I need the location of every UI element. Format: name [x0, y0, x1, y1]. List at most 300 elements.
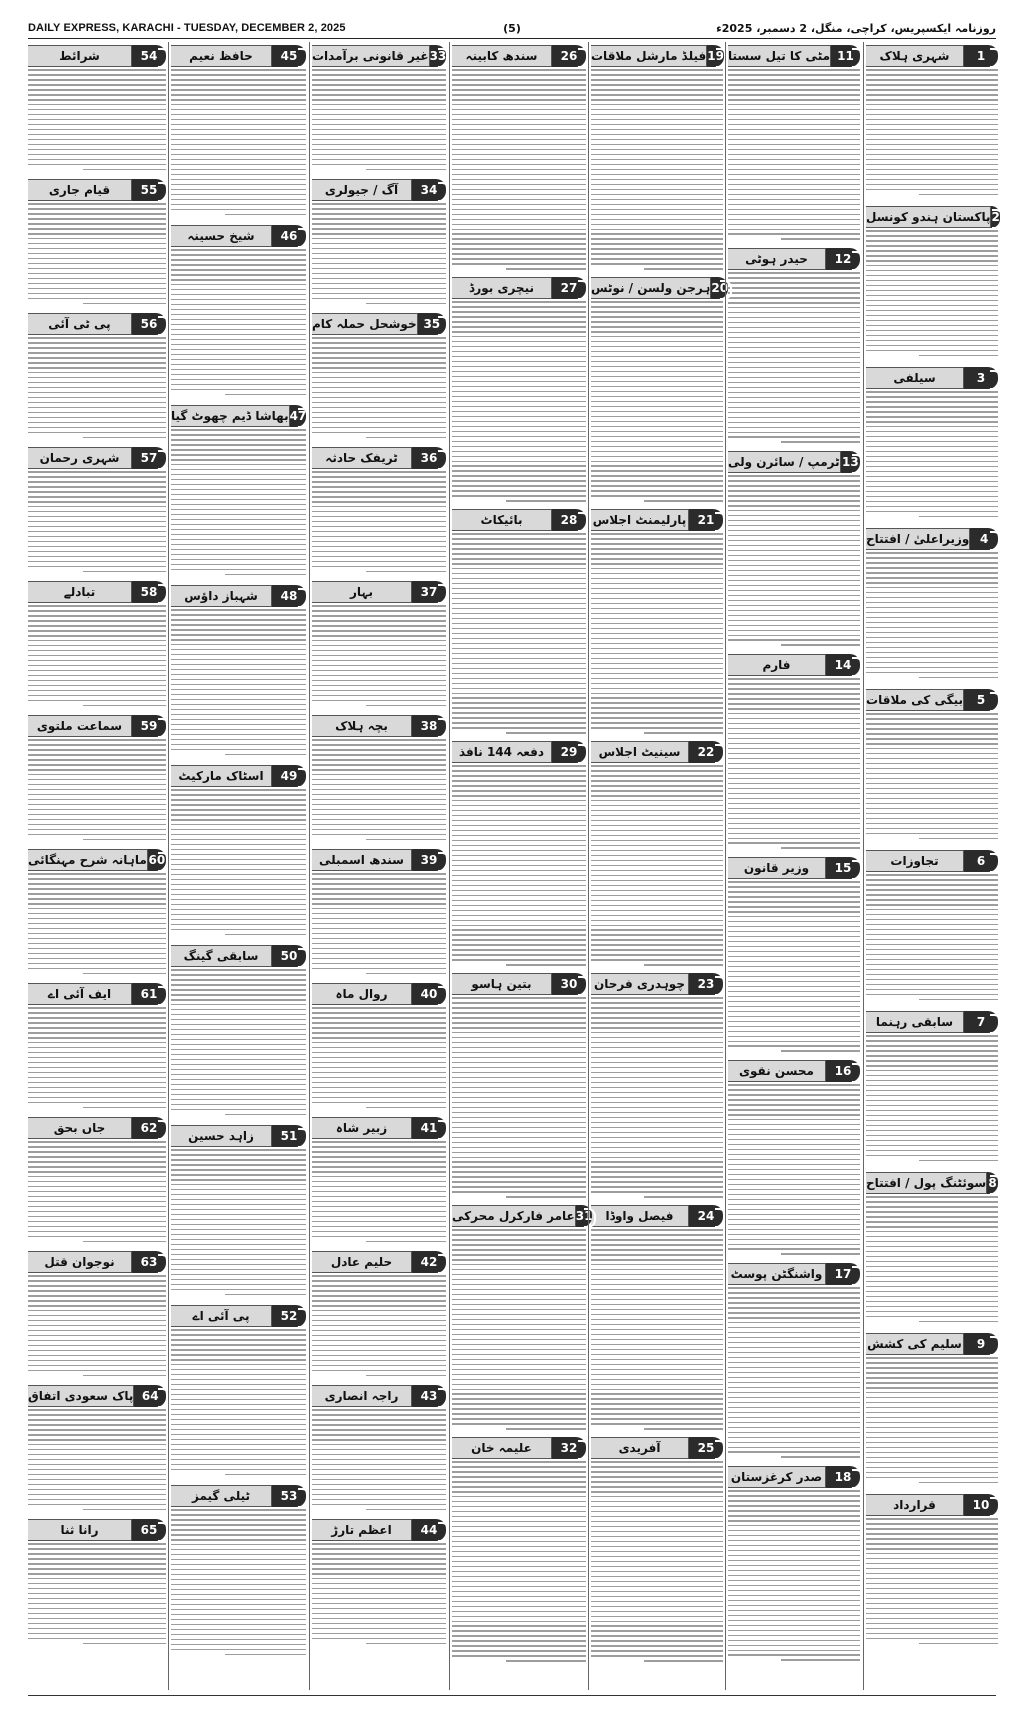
- text-line: [591, 94, 723, 96]
- text-line: [728, 1026, 860, 1028]
- text-line: [452, 1186, 586, 1188]
- text-line: [728, 941, 860, 943]
- text-line: [866, 496, 998, 498]
- text-line: [728, 1640, 860, 1642]
- text-line: [866, 667, 998, 669]
- text-line: [312, 1052, 446, 1054]
- text-line: [591, 139, 723, 141]
- text-line: [28, 1072, 166, 1074]
- headline-number: 21: [697, 513, 715, 527]
- news-item: [312, 313, 446, 444]
- text-line: [866, 506, 998, 508]
- text-line: [866, 94, 998, 96]
- text-line: [28, 1181, 166, 1183]
- text-line: [452, 209, 586, 211]
- text-line: [171, 464, 306, 466]
- text-line: [866, 270, 998, 272]
- text-line: [28, 1414, 166, 1416]
- news-headline: [171, 1125, 306, 1147]
- text-line: [728, 104, 860, 106]
- text-line: [866, 189, 998, 191]
- news-item: [591, 509, 723, 738]
- text-line: [28, 1042, 166, 1044]
- text-line: [591, 722, 723, 724]
- text-line: [866, 1241, 998, 1243]
- text-line: [28, 1439, 166, 1441]
- text-line: [452, 1067, 586, 1069]
- text-line: [225, 754, 306, 756]
- text-line: [728, 189, 860, 191]
- text-line: [171, 1279, 306, 1281]
- text-line: [728, 1312, 860, 1314]
- text-line: [591, 1102, 723, 1104]
- text-line: [28, 928, 166, 930]
- text-line: [171, 384, 306, 386]
- text-line: [866, 763, 998, 765]
- headline-title: فیصل واوڈا: [591, 1205, 689, 1227]
- news-item: [171, 45, 306, 222]
- text-line: [591, 1002, 723, 1004]
- text-line: [591, 1334, 723, 1336]
- text-line: [312, 496, 446, 498]
- text-line: [171, 514, 306, 516]
- text-line: [591, 1571, 723, 1573]
- text-line: [452, 905, 586, 907]
- text-line: [28, 809, 166, 811]
- headline-title: قرارداد: [866, 1494, 964, 1516]
- text-line: [591, 653, 723, 655]
- news-headline: [312, 1519, 446, 1541]
- text-line: [866, 245, 998, 247]
- news-item: [866, 1494, 998, 1652]
- text-line: [171, 1439, 306, 1441]
- text-line: [171, 289, 306, 291]
- text-line: [312, 1022, 446, 1024]
- text-line: [866, 169, 998, 171]
- text-line: [83, 169, 166, 171]
- text-line: [28, 1419, 166, 1421]
- text-line: [171, 1074, 306, 1076]
- text-line: [312, 1593, 446, 1595]
- text-line: [866, 833, 998, 835]
- text-line: [452, 1181, 586, 1183]
- text-line: [728, 510, 860, 512]
- text-line: [171, 324, 306, 326]
- text-line: [866, 1296, 998, 1298]
- news-item: [312, 179, 446, 310]
- text-line: [591, 875, 723, 877]
- text-line: [866, 491, 998, 493]
- text-line: [452, 1403, 586, 1405]
- text-line: [728, 936, 860, 938]
- text-line: [728, 818, 860, 820]
- headline-title: بہار: [312, 581, 412, 603]
- news-headline: [312, 447, 446, 469]
- text-line: [591, 795, 723, 797]
- text-line: [866, 335, 998, 337]
- text-line: [591, 1249, 723, 1251]
- text-line: [28, 1141, 166, 1143]
- text-line: [452, 1481, 586, 1483]
- text-line: [591, 336, 723, 338]
- text-line: [171, 859, 306, 861]
- text-line: [866, 305, 998, 307]
- text-line: [28, 1017, 166, 1019]
- text-line: [591, 263, 723, 265]
- text-line: [452, 485, 586, 487]
- text-line: [591, 1640, 723, 1642]
- headline-title: بچہ ہلاک: [312, 715, 412, 737]
- text-line: [171, 704, 306, 706]
- text-line: [312, 1320, 446, 1322]
- text-line: [866, 1553, 998, 1555]
- text-line: [452, 84, 586, 86]
- news-item: [171, 765, 306, 942]
- text-line: [28, 263, 166, 265]
- text-line: [452, 1264, 586, 1266]
- headline-number-badge: [132, 447, 166, 469]
- text-line: [312, 908, 446, 910]
- text-line: [591, 1087, 723, 1089]
- headline-title: پاکستان ہندو کونسل: [866, 206, 991, 228]
- text-line: [452, 1591, 586, 1593]
- article-text-block: [728, 475, 860, 651]
- text-line: [506, 732, 586, 734]
- text-line: [452, 673, 586, 675]
- text-line: [728, 169, 860, 171]
- news-item: [312, 849, 446, 980]
- text-line: [728, 886, 860, 888]
- text-line: [171, 1064, 306, 1066]
- text-line: [28, 1484, 166, 1486]
- text-line: [591, 790, 723, 792]
- text-line: [644, 964, 723, 966]
- text-line: [171, 1209, 306, 1211]
- text-line: [452, 707, 586, 709]
- text-line: [866, 441, 998, 443]
- text-line: [591, 169, 723, 171]
- text-line: [866, 823, 998, 825]
- headline-title: بائیکاٹ: [452, 509, 552, 531]
- headline-number-badge: [552, 45, 586, 67]
- text-line: [312, 521, 446, 523]
- text-line: [728, 911, 860, 913]
- text-line: [452, 1526, 586, 1528]
- text-line: [591, 613, 723, 615]
- text-line: [452, 1102, 586, 1104]
- text-line: [866, 657, 998, 659]
- text-line: [591, 1546, 723, 1548]
- text-line: [866, 783, 998, 785]
- text-line: [171, 304, 306, 306]
- text-line: [28, 1459, 166, 1461]
- headline-number-badge: [826, 1263, 860, 1285]
- text-line: [28, 769, 166, 771]
- text-line: [28, 749, 166, 751]
- text-line: [591, 84, 723, 86]
- text-line: [452, 233, 586, 235]
- text-line: [312, 104, 446, 106]
- text-line: [866, 914, 998, 916]
- text-line: [452, 154, 586, 156]
- text-line: [171, 354, 306, 356]
- text-line: [28, 883, 166, 885]
- text-line: [591, 915, 723, 917]
- text-line: [366, 705, 446, 707]
- text-line: [728, 615, 860, 617]
- text-line: [452, 1531, 586, 1533]
- text-line: [452, 164, 586, 166]
- news-headline: [312, 581, 446, 603]
- text-line: [171, 864, 306, 866]
- text-line: [591, 707, 723, 709]
- text-line: [728, 74, 860, 76]
- text-line: [728, 1209, 860, 1211]
- news-item: [171, 1305, 306, 1482]
- text-line: [728, 332, 860, 334]
- text-line: [591, 934, 723, 936]
- text-line: [452, 1471, 586, 1473]
- text-line: [171, 434, 306, 436]
- text-line: [866, 426, 998, 428]
- text-line: [452, 533, 586, 535]
- text-line: [728, 1645, 860, 1647]
- article-text-block: [591, 1461, 723, 1666]
- article-text-block: [28, 1007, 166, 1114]
- text-line: [866, 773, 998, 775]
- text-line: [452, 74, 586, 76]
- headline-number: 24: [697, 1209, 715, 1223]
- text-line: [728, 1515, 860, 1517]
- text-line: [28, 1494, 166, 1496]
- text-line: [728, 129, 860, 131]
- text-line: [171, 1329, 306, 1331]
- article-text-block: [452, 1461, 586, 1666]
- news-headline: [171, 1485, 306, 1507]
- article-text-block: [591, 301, 723, 506]
- text-line: [28, 546, 166, 548]
- text-line: [225, 574, 306, 576]
- text-line: [452, 114, 586, 116]
- text-line: [919, 516, 998, 518]
- text-line: [728, 322, 860, 324]
- text-line: [452, 1112, 586, 1114]
- text-line: [728, 698, 860, 700]
- text-line: [28, 253, 166, 255]
- article-text-block: [591, 69, 723, 274]
- text-line: [591, 436, 723, 438]
- text-line: [28, 625, 166, 627]
- text-line: [866, 1578, 998, 1580]
- text-line: [171, 1449, 306, 1451]
- text-line: [591, 134, 723, 136]
- text-line: [171, 1259, 306, 1261]
- text-line: [728, 525, 860, 527]
- text-line: [728, 164, 860, 166]
- text-line: [591, 301, 723, 303]
- text-line: [312, 506, 446, 508]
- headline-number: 41: [420, 1121, 438, 1135]
- text-line: [866, 828, 998, 830]
- news-item: [171, 1125, 306, 1302]
- text-line: [312, 566, 446, 568]
- headline-title: پارلیمنٹ اجلاس: [591, 509, 689, 531]
- text-line: [171, 1554, 306, 1556]
- text-line: [312, 774, 446, 776]
- news-item: [312, 983, 446, 1114]
- text-line: [171, 104, 306, 106]
- text-line: [28, 1186, 166, 1188]
- text-line: [728, 357, 860, 359]
- headline-title: ماہانہ شرح مہنگائی: [28, 849, 148, 871]
- text-line: [866, 612, 998, 614]
- headline-number: 32: [560, 1441, 578, 1455]
- article-text-block: [728, 881, 860, 1057]
- text-line: [591, 1466, 723, 1468]
- text-line: [866, 1367, 998, 1369]
- text-line: [312, 1042, 446, 1044]
- text-line: [28, 1370, 166, 1372]
- headline-number: 20: [711, 281, 729, 295]
- news-item: [28, 715, 166, 846]
- text-line: [171, 99, 306, 101]
- text-line: [591, 316, 723, 318]
- text-line: [866, 471, 998, 473]
- text-line: [452, 263, 586, 265]
- text-line: [28, 268, 166, 270]
- text-line: [171, 1649, 306, 1651]
- news-column-3: [591, 42, 729, 1690]
- text-line: [171, 924, 306, 926]
- article-text-block: [866, 69, 998, 203]
- news-headline: [591, 741, 723, 763]
- text-line: [866, 1120, 998, 1122]
- text-line: [591, 1655, 723, 1657]
- text-line: [591, 1314, 723, 1316]
- text-line: [28, 1206, 166, 1208]
- text-line: [28, 1166, 166, 1168]
- text-line: [591, 74, 723, 76]
- text-line: [312, 541, 446, 543]
- text-line: [171, 444, 306, 446]
- text-line: [312, 744, 446, 746]
- text-line: [312, 402, 446, 404]
- text-line: [591, 258, 723, 260]
- headline-number-badge: [831, 45, 860, 67]
- text-line: [728, 1031, 860, 1033]
- text-line: [591, 431, 723, 433]
- badge-arc-icon: [990, 1175, 1002, 1195]
- text-line: [28, 1628, 166, 1630]
- text-line: [312, 362, 446, 364]
- text-line: [728, 555, 860, 557]
- text-line: [312, 1548, 446, 1550]
- text-line: [728, 838, 860, 840]
- text-line: [866, 1040, 998, 1042]
- text-line: [28, 794, 166, 796]
- text-line: [452, 421, 586, 423]
- text-line: [171, 179, 306, 181]
- text-line: [312, 794, 446, 796]
- text-line: [728, 763, 860, 765]
- text-line: [452, 79, 586, 81]
- text-line: [452, 1650, 586, 1652]
- article-text-block: [28, 1543, 166, 1650]
- text-line: [28, 1082, 166, 1084]
- text-line: [591, 1526, 723, 1528]
- article-text-block: [171, 69, 306, 222]
- text-line: [728, 1199, 860, 1201]
- text-line: [171, 1349, 306, 1351]
- text-line: [591, 623, 723, 625]
- news-item: [866, 689, 998, 847]
- news-item: [866, 206, 998, 364]
- text-line: [171, 139, 306, 141]
- text-line: [171, 1599, 306, 1601]
- text-line: [728, 1432, 860, 1434]
- text-line: [728, 1615, 860, 1617]
- text-line: [728, 114, 860, 116]
- text-line: [452, 702, 586, 704]
- text-line: [452, 461, 586, 463]
- text-line: [866, 879, 998, 881]
- headline-number-badge: [272, 1305, 306, 1327]
- text-line: [312, 635, 446, 637]
- text-line: [728, 565, 860, 567]
- article-text-block: [866, 230, 998, 364]
- news-headline: [171, 1305, 306, 1327]
- text-line: [171, 1029, 306, 1031]
- text-line: [28, 1156, 166, 1158]
- text-line: [28, 218, 166, 220]
- text-line: [452, 366, 586, 368]
- text-line: [452, 371, 586, 373]
- article-text-block: [312, 1275, 446, 1382]
- headline-title: صدر کرغزستان: [728, 1466, 826, 1488]
- text-line: [171, 839, 306, 841]
- text-line: [171, 994, 306, 996]
- text-line: [591, 321, 723, 323]
- text-line: [728, 639, 860, 641]
- article-text-block: [866, 1196, 998, 1330]
- headline-title: زاہد حسین: [171, 1125, 272, 1147]
- text-line: [866, 1145, 998, 1147]
- text-line: [452, 1606, 586, 1608]
- article-text-block: [728, 1084, 860, 1260]
- text-line: [591, 1127, 723, 1129]
- text-line: [591, 209, 723, 211]
- text-line: [591, 1264, 723, 1266]
- headline-number-badge: [272, 945, 306, 967]
- text-line: [312, 1444, 446, 1446]
- text-line: [591, 1147, 723, 1149]
- text-line: [171, 499, 306, 501]
- text-line: [452, 356, 586, 358]
- text-line: [171, 249, 306, 251]
- text-line: [919, 838, 998, 840]
- text-line: [312, 933, 446, 935]
- text-line: [728, 708, 860, 710]
- article-text-block: [312, 873, 446, 980]
- news-headline: [866, 1494, 998, 1516]
- text-line: [171, 1194, 306, 1196]
- text-line: [171, 689, 306, 691]
- text-line: [312, 144, 446, 146]
- text-line: [728, 362, 860, 364]
- text-line: [728, 1540, 860, 1542]
- text-line: [28, 134, 166, 136]
- article-text-block: [452, 1229, 586, 1434]
